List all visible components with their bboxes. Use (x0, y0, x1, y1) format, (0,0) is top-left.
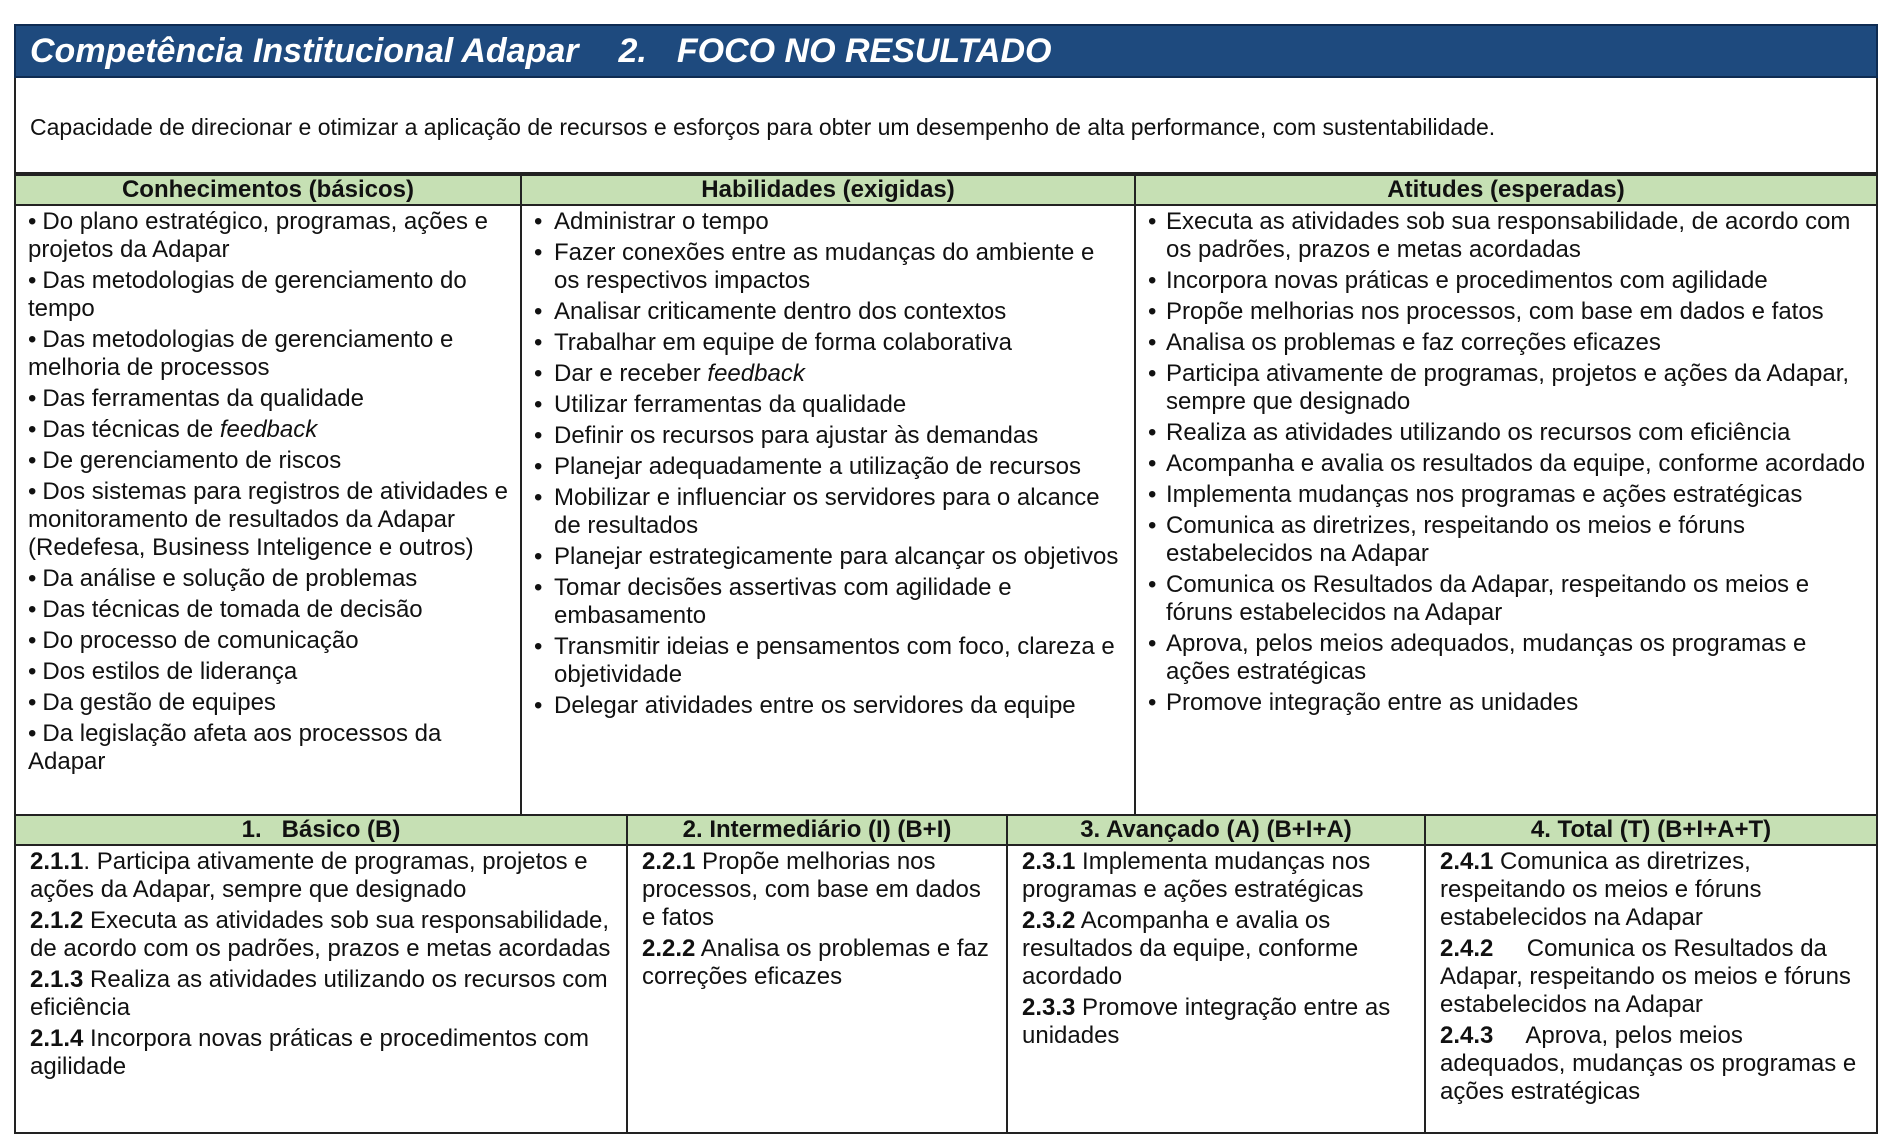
attitudes-item-text: Comunica as diretrizes, respeitando os meios e fóruns estabelecidos na Adapar (1166, 512, 1745, 567)
bullet-icon: • (28, 416, 37, 443)
bullet-icon: • (28, 447, 37, 474)
level-entry-code: 2.1.3 (30, 966, 84, 993)
level-entry (1440, 1022, 1866, 1106)
attitudes-item (1148, 329, 1866, 357)
bullet-icon: • (28, 267, 37, 294)
knowledge-item-text: Do processo de comunicação (42, 627, 359, 654)
knowledge-item (28, 385, 510, 413)
level-entry-code: 2.4.2 (1440, 935, 1494, 962)
level-entry-text: Comunica as diretrizes, respeitando os meios e fóruns estabelecidos na Adapar (1440, 848, 1762, 931)
bullet-icon: • (28, 385, 37, 412)
level-entry (30, 966, 616, 1022)
level-advanced-entries (1008, 846, 1424, 1050)
skills-item-text: Fazer conexões entre as mudanças do ambiente e os respectivos impactos (554, 239, 1095, 294)
skills-item-text: Dar e receber feedback (554, 360, 805, 387)
level-entry-code: 2.4.1 (1440, 848, 1494, 875)
level-entry (30, 907, 616, 963)
level-entry-text: Realiza as atividades utilizando os recursos com eficiência (30, 966, 608, 1021)
bullet-icon: • (1148, 360, 1157, 387)
institution-title: Competência Institucional Adapar (30, 32, 579, 70)
bullet-icon: • (534, 484, 543, 511)
level-entry-text: Propõe melhorias nos processos, com base em dados e fatos (642, 848, 981, 931)
bullet-icon: • (534, 329, 543, 356)
knowledge-item-text: Da legislação afeta aos processos da Adapar (28, 720, 442, 775)
level-entry-text: Aprova, pelos meios adequados, mudanças os programas e ações estratégicas (1440, 1022, 1863, 1105)
level-entry (1440, 935, 1866, 1019)
attitudes-item (1148, 419, 1866, 447)
bullet-icon: • (28, 565, 37, 592)
bullet-icon: • (1148, 329, 1157, 356)
skills-item-text: Trabalhar em equipe de forma colaborativa (554, 329, 1013, 356)
knowledge-item-text: Das metodologias de gerenciamento do tempo (28, 267, 467, 322)
level-entry-code: 2.1.2 (30, 907, 84, 934)
level-entry-code: 2.4.3 (1440, 1022, 1494, 1049)
level-advanced (1008, 816, 1426, 1132)
knowledge-item (28, 689, 510, 717)
knowledge-item-text: Das técnicas de tomada de decisão (42, 596, 423, 623)
level-intermediate (628, 816, 1008, 1132)
knowledge-heading: Conhecimentos (básicos) (16, 176, 520, 206)
level-entry (1440, 848, 1866, 932)
knowledge-item (28, 627, 510, 655)
skills-item (534, 574, 1124, 630)
skills-item (534, 360, 1124, 388)
skills-item (534, 239, 1124, 295)
level-entry-text: Comunica os Resultados da Adapar, respeitando os meios e fóruns estabelecidos na Adapar (1440, 935, 1858, 1018)
bullet-icon: • (534, 208, 543, 235)
competency-matrix (14, 174, 1878, 816)
attitudes-column (1136, 176, 1876, 814)
bullet-icon: • (534, 360, 543, 387)
skills-item (534, 484, 1124, 540)
attitudes-item-text: Propõe melhorias nos processos, com base em dados e fatos (1166, 298, 1824, 325)
bullet-icon: • (1148, 571, 1157, 598)
bullet-icon: • (28, 596, 37, 623)
level-entry-text: Incorpora novas práticas e procedimentos com agilidade (30, 1025, 589, 1080)
attitudes-item (1148, 481, 1866, 509)
skills-item-text: Definir os recursos para ajustar às demandas (554, 422, 1039, 449)
skills-item (534, 208, 1124, 236)
skills-item-text: Mobilizar e influenciar os servidores para o alcance de resultados (554, 484, 1100, 539)
level-entry (1022, 907, 1414, 991)
attitudes-item-text: Implementa mudanças nos programas e ações estratégicas (1166, 481, 1803, 508)
knowledge-item (28, 565, 510, 593)
level-entry-code: 2.2.1 (642, 848, 696, 875)
skills-item-text: Planejar adequadamente a utilização de recursos (554, 453, 1082, 480)
level-advanced-heading: 3. Avançado (A) (B+I+A) (1008, 816, 1424, 846)
level-total (1426, 816, 1876, 1132)
competency-sheet (14, 24, 1878, 1108)
bullet-icon: • (1148, 630, 1157, 657)
skills-item-text: Administrar o tempo (554, 208, 769, 235)
skills-item-text: Utilizar ferramentas da qualidade (554, 391, 907, 418)
bullet-icon: • (534, 391, 543, 418)
attitudes-item (1148, 208, 1866, 264)
attitudes-item (1148, 630, 1866, 686)
knowledge-item-text: Das metodologias de gerenciamento e melhoria de processos (28, 326, 454, 381)
bullet-icon: • (28, 208, 37, 235)
attitudes-item-text: Acompanha e avalia os resultados da equipe, conforme acordado (1166, 450, 1866, 477)
level-entry-text: Executa as atividades sob sua responsabilidade, de acordo com os padrões, prazos e metas acordadas (30, 907, 611, 962)
level-entry-code: 2.2.2 (642, 935, 696, 962)
knowledge-item (28, 720, 510, 776)
attitudes-item (1148, 450, 1866, 478)
attitudes-item-text: Incorpora novas práticas e procedimentos com agilidade (1166, 267, 1768, 294)
bullet-icon: • (534, 453, 543, 480)
bullet-icon: • (534, 422, 543, 449)
skills-heading: Habilidades (exigidas) (522, 176, 1134, 206)
attitudes-item-text: Analisa os problemas e faz correções eficazes (1166, 329, 1661, 356)
bullet-icon: • (1148, 512, 1157, 539)
attitudes-list (1136, 206, 1876, 717)
title-bar (14, 24, 1878, 78)
attitudes-item (1148, 512, 1866, 568)
attitudes-item (1148, 360, 1866, 416)
level-entry-code: 2.3.2 (1022, 907, 1076, 934)
bullet-icon: • (28, 627, 37, 654)
level-entry (30, 848, 616, 904)
level-total-heading: 4. Total (T) (B+I+A+T) (1426, 816, 1876, 846)
bullet-icon: • (1148, 208, 1157, 235)
skills-item (534, 692, 1124, 720)
level-entry (642, 848, 996, 932)
bullet-icon: • (1148, 450, 1157, 477)
knowledge-item (28, 596, 510, 624)
level-entry (1022, 848, 1414, 904)
attitudes-item-text: Promove integração entre as unidades (1166, 689, 1579, 716)
skills-column (522, 176, 1136, 814)
competency-description: Capacidade de direcionar e otimizar a aplicação de recursos e esforços para obter um desempenho de alta performance, com sustentabilidade. (14, 78, 1878, 174)
bullet-icon: • (534, 633, 543, 660)
bullet-icon: • (28, 478, 37, 505)
bullet-icon: • (534, 543, 543, 570)
skills-item (534, 543, 1124, 571)
skills-item (534, 422, 1124, 450)
knowledge-item-text: De gerenciamento de riscos (42, 447, 342, 474)
skills-item-text: Analisar criticamente dentro dos contextos (554, 298, 1007, 325)
level-entry (1022, 994, 1414, 1050)
skills-item (534, 633, 1124, 689)
bullet-icon: • (28, 658, 37, 685)
skills-item (534, 298, 1124, 326)
skills-item (534, 453, 1124, 481)
level-entry-text: Acompanha e avalia os resultados da equipe, conforme acordado (1022, 907, 1359, 990)
attitudes-heading: Atitudes (esperadas) (1136, 176, 1876, 206)
knowledge-item (28, 208, 510, 264)
competency-name: FOCO NO RESULTADO (676, 32, 1052, 70)
knowledge-item (28, 658, 510, 686)
knowledge-item-text: Das técnicas de feedback (42, 416, 318, 443)
bullet-icon: • (28, 326, 37, 353)
skills-item-text: Planejar estrategicamente para alcançar os objetivos (554, 543, 1119, 570)
attitudes-item (1148, 571, 1866, 627)
level-total-entries (1426, 846, 1876, 1106)
attitudes-item-text: Participa ativamente de programas, projetos e ações da Adapar, sempre que designado (1166, 360, 1850, 415)
knowledge-item (28, 416, 510, 444)
level-basic-heading: 1. Básico (B) (16, 816, 626, 846)
competency-number: 2. (618, 32, 647, 70)
level-entry-code: 2.3.1 (1022, 848, 1076, 875)
knowledge-item (28, 447, 510, 475)
skills-item-text: Transmitir ideias e pensamentos com foco, clareza e objetividade (554, 633, 1115, 688)
attitudes-item-text: Aprova, pelos meios adequados, mudanças os programas e ações estratégicas (1166, 630, 1807, 685)
level-entry-text: . Participa ativamente de programas, projetos e ações da Adapar, sempre que designado (30, 848, 588, 903)
skills-list (522, 206, 1134, 720)
level-intermediate-entries (628, 846, 1006, 991)
level-entry-code: 2.1.4 (30, 1025, 84, 1052)
skills-item-text: Delegar atividades entre os servidores da equipe (554, 692, 1076, 719)
attitudes-item-text: Executa as atividades sob sua responsabilidade, de acordo com os padrões, prazos e metas acordadas (1166, 208, 1851, 263)
knowledge-item-text: Dos sistemas para registros de atividades e monitoramento de resultados da Adapar (Redefesa, Business Inteligence e outros) (28, 478, 508, 561)
level-entry-text: Implementa mudanças nos programas e ações estratégicas (1022, 848, 1371, 903)
knowledge-item-text: Da análise e solução de problemas (42, 565, 418, 592)
bullet-icon: • (1148, 419, 1157, 446)
knowledge-item-text: Do plano estratégico, programas, ações e projetos da Adapar (28, 208, 488, 263)
skills-item (534, 391, 1124, 419)
bullet-icon: • (1148, 689, 1157, 716)
knowledge-list (16, 206, 520, 776)
bullet-icon: • (534, 692, 543, 719)
bullet-icon: • (28, 720, 37, 747)
knowledge-item (28, 326, 510, 382)
bullet-icon: • (1148, 267, 1157, 294)
knowledge-item-text: Da gestão de equipes (42, 689, 276, 716)
bullet-icon: • (28, 689, 37, 716)
attitudes-item (1148, 267, 1866, 295)
level-entry-code: 2.3.3 (1022, 994, 1076, 1021)
level-entry-text: Promove integração entre as unidades (1022, 994, 1391, 1049)
attitudes-item-text: Comunica os Resultados da Adapar, respeitando os meios e fóruns estabelecidos na Adapar (1166, 571, 1810, 626)
level-entry-code: 2.1.1 (30, 848, 84, 875)
attitudes-item (1148, 298, 1866, 326)
level-intermediate-heading: 2. Intermediário (I) (B+I) (628, 816, 1006, 846)
knowledge-item-text: Das ferramentas da qualidade (42, 385, 364, 412)
bullet-icon: • (534, 574, 543, 601)
bullet-icon: • (1148, 298, 1157, 325)
bullet-icon: • (534, 298, 543, 325)
attitudes-item-text: Realiza as atividades utilizando os recursos com eficiência (1166, 419, 1791, 446)
attitudes-item (1148, 689, 1866, 717)
level-basic-entries (16, 846, 626, 1081)
knowledge-column (16, 176, 522, 814)
knowledge-item (28, 478, 510, 562)
level-entry (30, 1025, 616, 1081)
level-entry (642, 935, 996, 991)
knowledge-item (28, 267, 510, 323)
proficiency-levels (14, 816, 1878, 1134)
bullet-icon: • (534, 239, 543, 266)
level-entry-text: Analisa os problemas e faz correções eficazes (642, 935, 989, 990)
skills-item (534, 329, 1124, 357)
level-basic (16, 816, 628, 1132)
bullet-icon: • (1148, 481, 1157, 508)
skills-item-text: Tomar decisões assertivas com agilidade e embasamento (554, 574, 1012, 629)
knowledge-item-text: Dos estilos de liderança (42, 658, 298, 685)
